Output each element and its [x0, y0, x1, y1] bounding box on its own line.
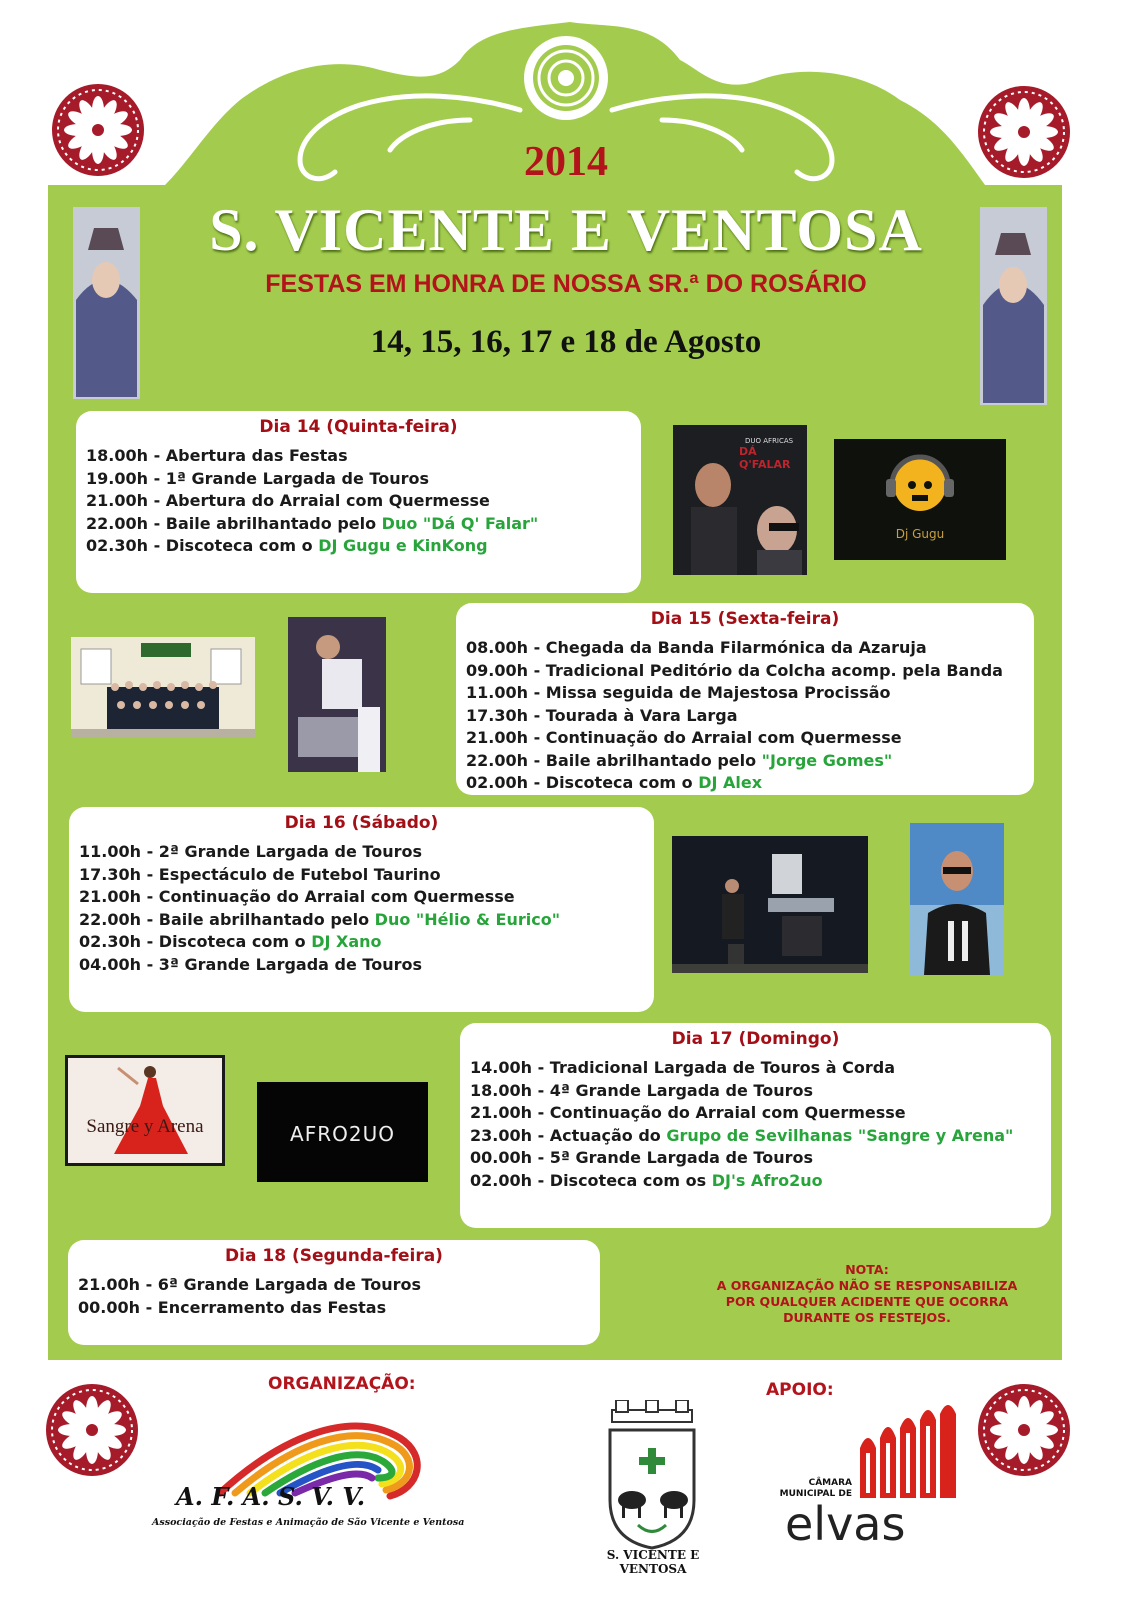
schedule-separator: - — [140, 1297, 158, 1317]
schedule-line — [470, 1170, 1041, 1193]
schedule-separator: - — [528, 660, 546, 680]
schedule-line — [466, 705, 1024, 728]
schedule-text: Tradicional Largada de Touros à Corda — [549, 1058, 895, 1077]
note-heading: NOTA: — [845, 1262, 889, 1277]
schedule-line — [470, 1147, 1041, 1170]
schedule-time: 04.00h — [79, 954, 141, 974]
schedule-performer: DJ Gugu e KinKong — [318, 536, 488, 555]
schedule-separator: - — [532, 1103, 550, 1122]
organizacao-label: ORGANIZAÇÃO: — [268, 1374, 416, 1394]
camara-name: elvas — [785, 1497, 906, 1551]
schedule-text: Discoteca com o — [158, 932, 312, 951]
schedule-performer: Grupo de Sevilhanas "Sangre y Arena" — [666, 1125, 1014, 1145]
schedule-text: Tradicional Peditório da Colcha acomp. pela Banda — [545, 660, 1003, 680]
note-text: A ORGANIZAÇÃO NÃO SE RESPONSABILIZA POR QUALQUER ACIDENTE QUE OCORRA DURANTE OS FESTEJOS. — [716, 1278, 1018, 1325]
day-14-box — [76, 411, 641, 593]
dj-alex-photo — [288, 617, 386, 772]
schedule-text: Tourada à Vara Larga — [545, 705, 738, 725]
schedule-text: Baile abrilhantado pelo — [158, 909, 375, 929]
schedule-line — [86, 445, 631, 468]
banda-photo-graphic — [71, 637, 255, 737]
day-15-box — [456, 603, 1034, 795]
schedule-line — [86, 490, 631, 513]
schedule-line — [470, 1080, 1041, 1103]
org-logo-caption: Associação de Festas e Animação de São Vicente e Ventosa — [152, 1517, 465, 1528]
schedule-time: 17.30h — [79, 864, 141, 884]
apoio-label: APOIO: — [766, 1380, 834, 1400]
schedule-separator: - — [141, 932, 159, 951]
schedule-time: 19.00h — [86, 468, 148, 488]
parish-coat-of-arms-icon — [592, 1400, 712, 1570]
day-heading: Dia 15 (Sexta-feira) — [650, 609, 840, 629]
schedule-separator: - — [532, 1148, 550, 1167]
schedule-separator: - — [148, 468, 166, 488]
schedule-time: 17.30h — [466, 705, 528, 725]
schedule-text: 4ª Grande Largada de Touros — [549, 1080, 813, 1100]
schedule-line — [470, 1125, 1041, 1148]
schedule-line — [79, 931, 644, 954]
schedule-time: 00.00h — [470, 1148, 532, 1167]
schedule-time: 11.00h — [466, 683, 528, 702]
schedule-line — [79, 886, 644, 909]
schedule-performer: DJ Alex — [698, 773, 763, 792]
schedule-text: 1ª Grande Largada de Touros — [165, 468, 429, 488]
dj-alex-graphic — [288, 617, 386, 772]
schedule-time: 21.00h — [466, 728, 528, 747]
day-heading: Dia 18 (Segunda-feira) — [225, 1246, 443, 1266]
schedule-separator: - — [528, 683, 546, 702]
schedule-text: Missa seguida de Majestosa Procissão — [545, 683, 891, 702]
schedule-text: 2ª Grande Largada de Touros — [158, 842, 422, 861]
duo-helio-graphic — [672, 836, 868, 973]
schedule-separator: - — [148, 446, 166, 465]
schedule-line — [79, 841, 644, 864]
day-17-list — [470, 1057, 1041, 1192]
schedule-separator: - — [148, 513, 166, 533]
schedule-line — [466, 637, 1024, 660]
schedule-time: 21.00h — [470, 1103, 532, 1122]
schedule-text: Baile abrilhantado pelo — [545, 750, 762, 770]
schedule-separator: - — [532, 1170, 550, 1190]
day-14-list — [86, 445, 631, 558]
schedule-text: Actuação do — [549, 1125, 667, 1145]
day-17-box — [460, 1023, 1051, 1228]
schedule-separator: - — [141, 842, 159, 861]
camara-elvas-aqueduct-icon — [850, 1398, 960, 1508]
day-16-box — [69, 807, 654, 1012]
schedule-performer: Duo "Hélio & Eurico" — [374, 909, 561, 929]
org-logo-initials: A. F. A. S. V. V. — [176, 1482, 366, 1511]
schedule-line — [79, 864, 644, 887]
schedule-time: 08.00h — [466, 638, 528, 657]
schedule-separator: - — [528, 728, 546, 747]
schedule-separator: - — [141, 909, 159, 929]
schedule-time: 21.00h — [86, 491, 148, 510]
day-16-list — [79, 841, 644, 976]
schedule-line — [470, 1102, 1041, 1125]
day-18-list — [78, 1274, 590, 1319]
schedule-line — [466, 727, 1024, 750]
schedule-text: Discoteca com o — [545, 773, 699, 792]
schedule-time: 02.30h — [79, 932, 141, 951]
schedule-separator: - — [532, 1058, 550, 1077]
day-heading: Dia 14 (Quinta-feira) — [259, 417, 458, 437]
day-heading: Dia 16 (Sábado) — [284, 813, 439, 833]
schedule-separator: - — [140, 1275, 158, 1294]
schedule-text: Continuação do Arraial com Quermesse — [545, 728, 902, 747]
schedule-performer: DJ's Afro2uo — [711, 1170, 823, 1190]
schedule-line — [86, 468, 631, 491]
banda-filarmonica-photo — [71, 637, 255, 737]
schedule-line — [466, 750, 1024, 773]
note-block — [712, 1262, 1022, 1326]
schedule-separator: - — [148, 491, 166, 510]
schedule-separator: - — [148, 536, 166, 555]
event-year: 2014 — [524, 139, 608, 185]
event-title: S. VICENTE E VENTOSA — [209, 197, 923, 263]
schedule-separator: - — [532, 1125, 550, 1145]
schedule-separator: - — [532, 1080, 550, 1100]
schedule-line — [79, 909, 644, 932]
schedule-text: Abertura das Festas — [165, 446, 348, 465]
schedule-time: 11.00h — [79, 842, 141, 861]
schedule-time: 00.00h — [78, 1297, 140, 1317]
afro2uo-logo — [257, 1082, 428, 1182]
dj-xano-graphic — [910, 823, 1004, 975]
camara-line2: MUNICIPAL DE — [779, 1489, 852, 1499]
parish-caption: S. VICENTE E VENTOSA — [606, 1548, 700, 1576]
schedule-separator: - — [141, 954, 159, 974]
schedule-text: Continuação do Arraial com Quermesse — [158, 887, 515, 906]
schedule-separator: - — [528, 705, 546, 725]
duo-logo-small-text: DUO AFRICAS — [745, 437, 794, 445]
schedule-text: Baile abrilhantado pelo — [165, 513, 382, 533]
event-dates: 14, 15, 16, 17 e 18 de Agosto — [370, 324, 762, 360]
schedule-time: 09.00h — [466, 660, 528, 680]
schedule-time: 23.00h — [470, 1125, 532, 1145]
day-heading: Dia 17 (Domingo) — [671, 1029, 840, 1049]
schedule-text: 3ª Grande Largada de Touros — [158, 954, 422, 974]
schedule-line — [86, 513, 631, 536]
camara-line1: CÂMARA — [808, 1478, 852, 1488]
schedule-separator: - — [141, 887, 159, 906]
afro2uo-text: AFRO2UO — [290, 1122, 395, 1146]
schedule-line — [78, 1297, 590, 1320]
schedule-line — [79, 954, 644, 977]
schedule-text: 6ª Grande Largada de Touros — [157, 1275, 421, 1294]
schedule-line — [466, 660, 1024, 683]
schedule-performer: "Jorge Gomes" — [761, 750, 893, 770]
schedule-time: 21.00h — [79, 887, 141, 906]
schedule-line — [470, 1057, 1041, 1080]
schedule-line — [86, 535, 631, 558]
schedule-text: 5ª Grande Largada de Touros — [549, 1148, 813, 1167]
dj-gugu-text: Dj Gugu — [895, 527, 945, 541]
schedule-separator: - — [528, 750, 546, 770]
schedule-time: 02.00h — [466, 773, 528, 792]
sangre-text: Sangre y Arena — [86, 1116, 204, 1137]
dj-gugu-logo — [834, 439, 1006, 560]
schedule-text: Discoteca com os — [549, 1170, 712, 1190]
duo-logo-text: DÁ Q'FALAR — [739, 445, 791, 471]
schedule-time: 22.00h — [79, 909, 141, 929]
schedule-time: 02.30h — [86, 536, 148, 555]
schedule-performer: DJ Xano — [311, 932, 382, 951]
schedule-text: Chegada da Banda Filarmónica da Azaruja — [545, 638, 927, 657]
event-subtitle: FESTAS EM HONRA DE NOSSA SR.ª DO ROSÁRIO — [265, 270, 867, 298]
schedule-performer: Duo "Dá Q' Falar" — [381, 513, 539, 533]
sangre-graphic — [68, 1058, 222, 1163]
schedule-separator: - — [528, 773, 546, 792]
day-18-box — [68, 1240, 600, 1345]
schedule-text: Continuação do Arraial com Quermesse — [549, 1103, 906, 1122]
schedule-time: 02.00h — [470, 1170, 532, 1190]
dj-gugu-graphic — [834, 439, 1006, 560]
schedule-line — [466, 772, 1024, 795]
schedule-time: 18.00h — [86, 446, 148, 465]
schedule-text: Encerramento das Festas — [157, 1297, 387, 1317]
schedule-separator: - — [141, 864, 159, 884]
duo-da-q-falar-photo — [673, 425, 807, 575]
schedule-time: 21.00h — [78, 1275, 140, 1294]
schedule-separator: - — [528, 638, 546, 657]
day-15-list — [466, 637, 1024, 795]
schedule-text: Abertura do Arraial com Quermesse — [165, 491, 490, 510]
schedule-time: 18.00h — [470, 1080, 532, 1100]
sangre-y-arena-photo — [65, 1055, 225, 1166]
schedule-time: 14.00h — [470, 1058, 532, 1077]
duo-helio-eurico-photo — [672, 836, 868, 973]
schedule-line — [466, 682, 1024, 705]
schedule-time: 22.00h — [466, 750, 528, 770]
schedule-text: Discoteca com o — [165, 536, 319, 555]
dj-xano-photo — [910, 823, 1004, 975]
schedule-text: Espectáculo de Futebol Taurino — [158, 864, 441, 884]
schedule-time: 22.00h — [86, 513, 148, 533]
schedule-line — [78, 1274, 590, 1297]
